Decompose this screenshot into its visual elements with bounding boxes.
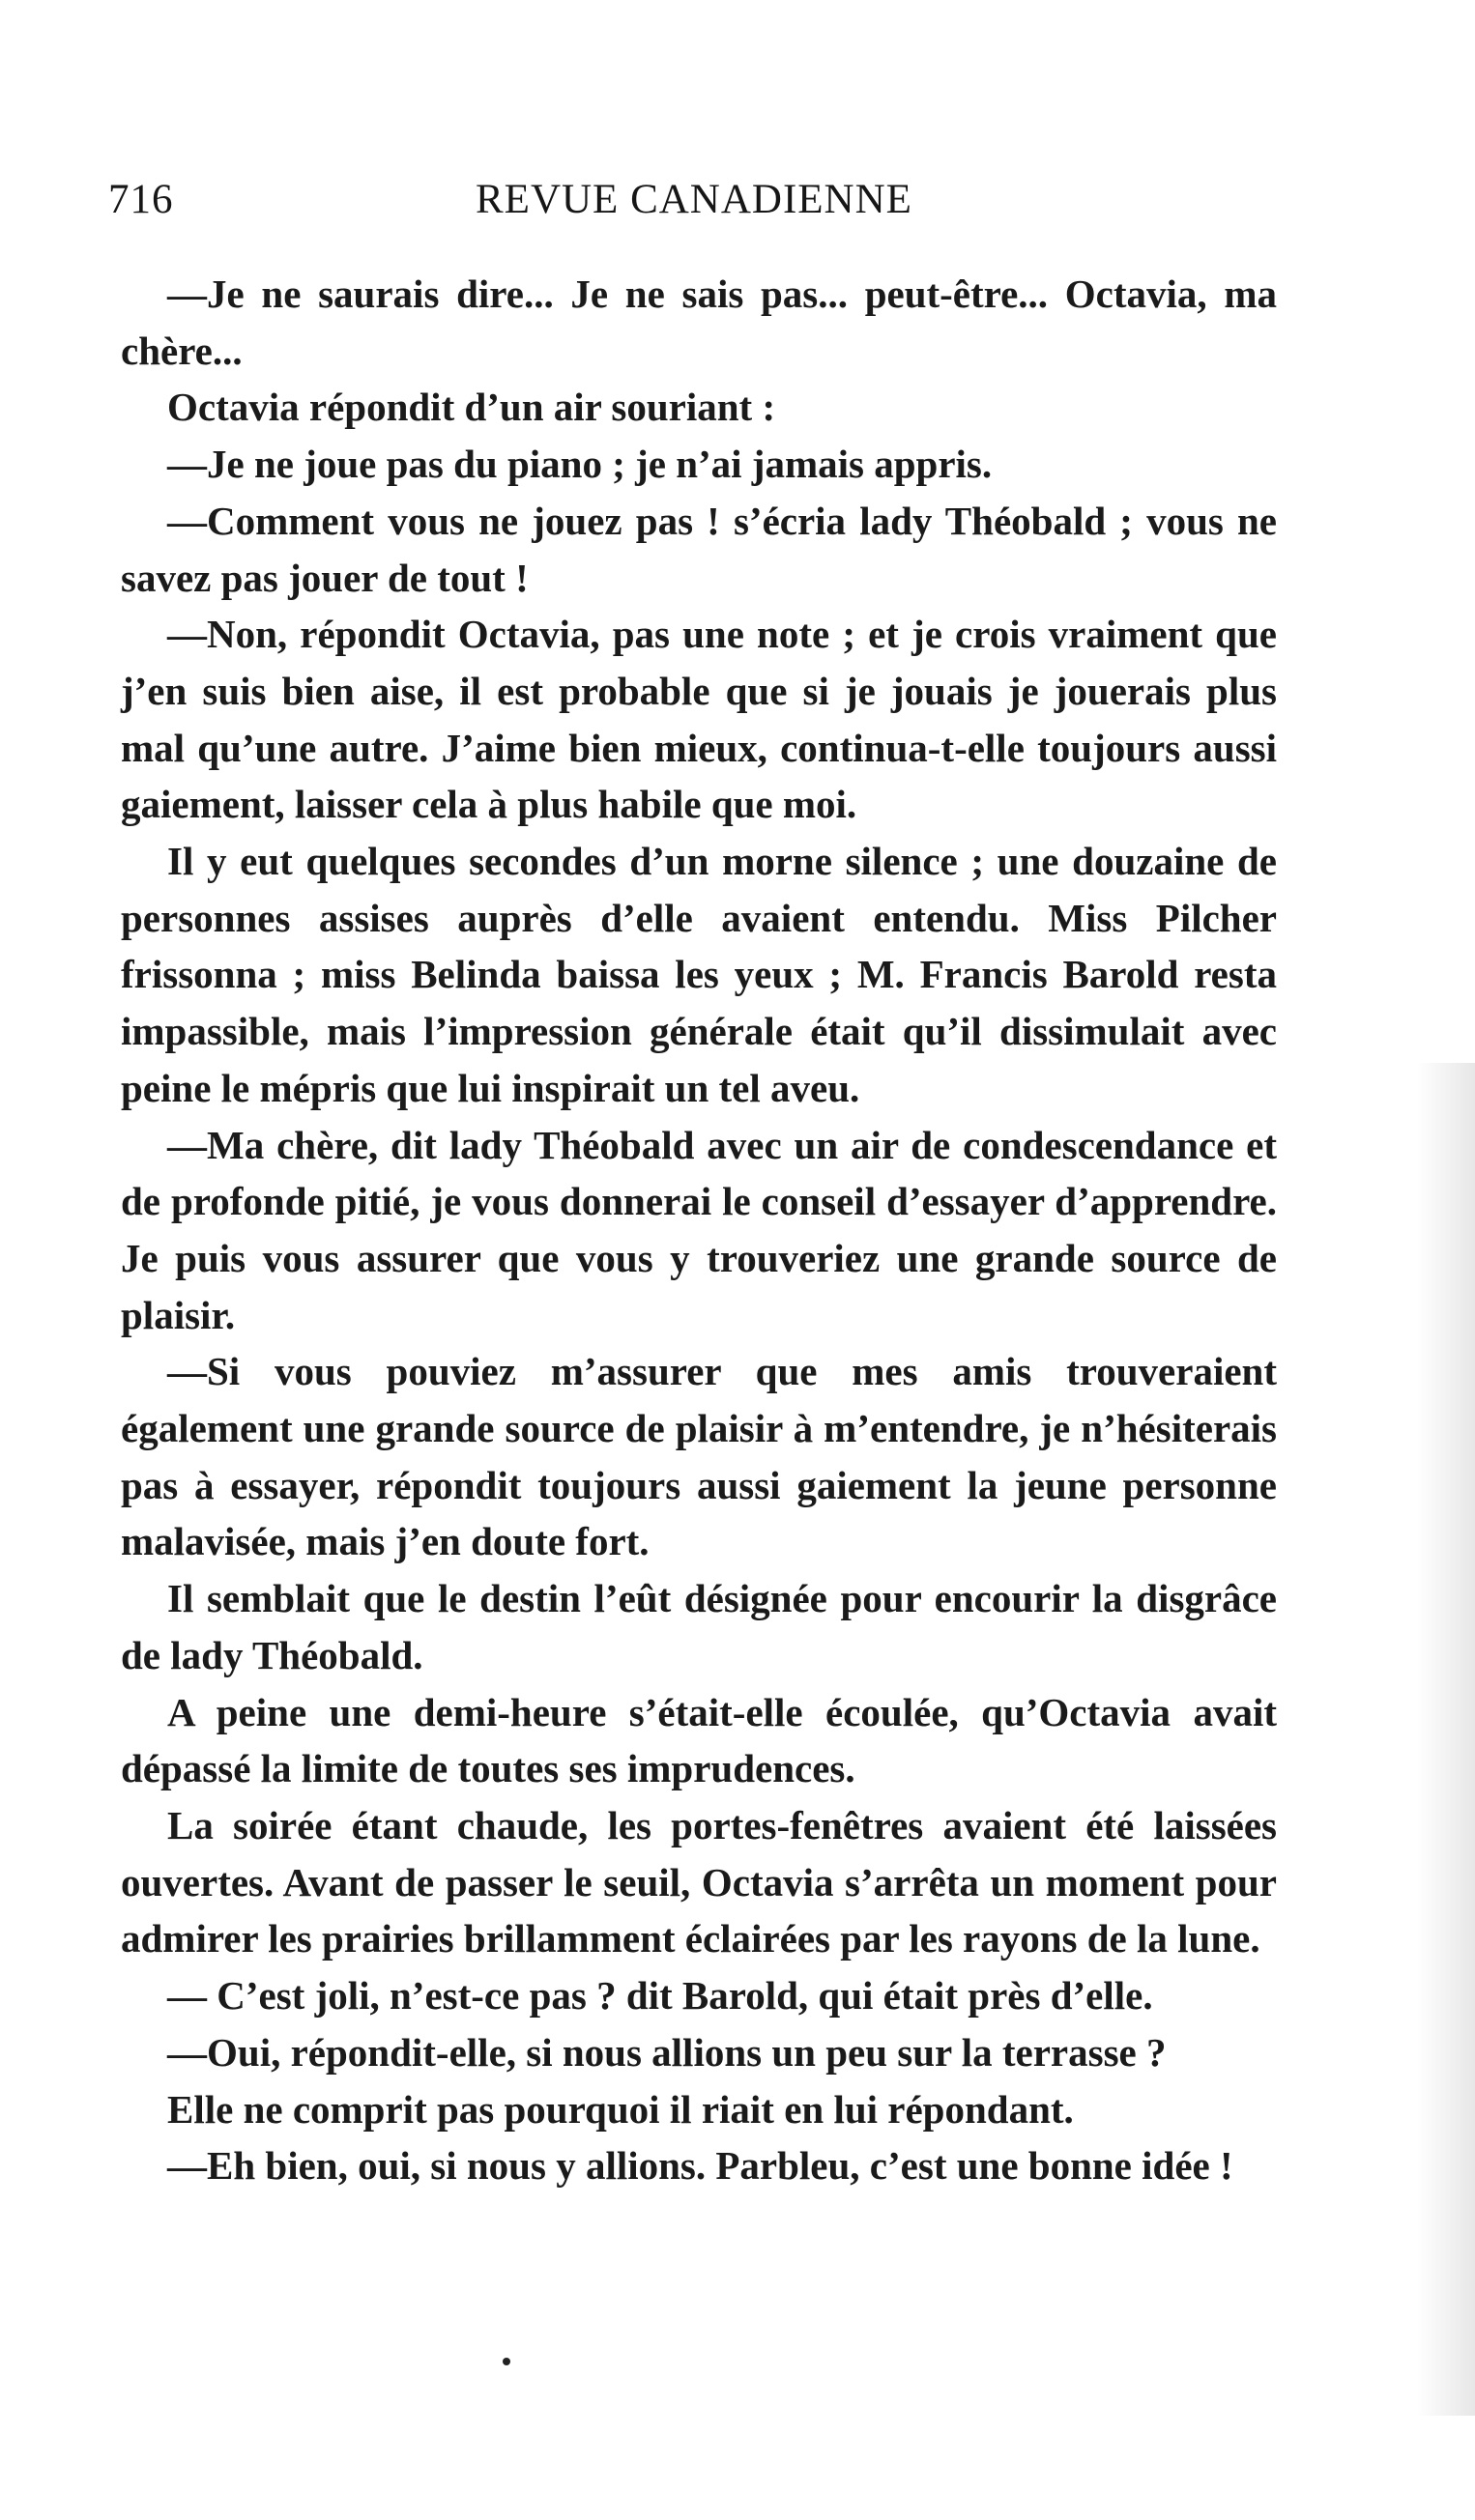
paragraph: —Oui, répondit-elle, si nous allions un peu sur la terrasse ? (167, 2029, 1167, 2075)
paragraph: Elle ne comprit pas pourquoi il riait en lui répondant. (167, 2086, 1074, 2132)
running-title: REVUE CANADIENNE (476, 177, 912, 222)
paragraph: Octavia répondit d’un air souriant : (167, 385, 776, 430)
paragraph: —Comment vous ne jouez pas ! s’écria lady Théobald ; vous ne savez pas jouer de tout ! (121, 498, 1277, 600)
paragraph: —Je ne saurais dire... Je ne sais pas... peut-être... Octavia, ma chère... (121, 272, 1277, 373)
body-text (121, 266, 1277, 2194)
paragraph: —Je ne joue pas du piano ; je n’ai jamais appris. (167, 442, 993, 487)
page-number: 716 (108, 177, 174, 222)
paragraph: —Non, répondit Octavia, pas une note ; et je crois vraiment que j’en suis bien aise, il est probable que si je jouais je jouerais plus mal qu’une autre. J’aime bien mieux, continua-t-elle toujours aussi gaiement, laisser cela à plus habile que moi. (121, 612, 1277, 827)
page-header (108, 176, 1278, 234)
paragraph: —Si vous pouviez m’assurer que mes amis trouveraient également une grande source de plaisir à m’entendre, je n’hésiterais pas à essayer, répondit toujours aussi gaiement la jeune personne malavisée, mais j’en doute fort. (121, 1349, 1277, 1564)
paragraph: —Eh bien, oui, si nous y allions. Parbleu, c’est une bonne idée ! (167, 2143, 1233, 2189)
paragraph: Il y eut quelques secondes d’un morne silence ; une douzaine de personnes assises auprès d’elle avaient entendu. Miss Pilcher frissonna ; miss Belinda baissa les yeux ; M. Francis Barold resta impassible, mais l’impression générale était qu’il dissimulait avec peine le mépris que lui inspirait un tel aveu. (121, 839, 1277, 1110)
paragraph: — C’est joli, n’est-ce pas ? dit Barold, qui était près d’elle. (167, 1973, 1153, 2019)
paragraph: —Ma chère, dit lady Théobald avec un air de condescendance et de profonde pitié, je vous donnerai le conseil d’essayer d’apprendre. Je puis vous assurer que vous y trouveriez une grande source de plaisir. (121, 1122, 1277, 1337)
paragraph: Il semblait que le destin l’eût désignée pour encourir la disgrâce de lady Théobald. (121, 1576, 1277, 1677)
paragraph: A peine une demi-heure s’était-elle écoulée, qu’Octavia avait dépassé la limite de toutes ses imprudences. (121, 1689, 1277, 1791)
paragraph: La soirée étant chaude, les portes-fenêtres avaient été laissées ouvertes. Avant de passer le seuil, Octavia s’arrêta un moment pour admirer les prairies brillamment éclairées par les rayons de la lune. (121, 1802, 1277, 1962)
ink-dot (503, 2358, 510, 2365)
page-edge-shadow (1417, 1063, 1475, 2416)
